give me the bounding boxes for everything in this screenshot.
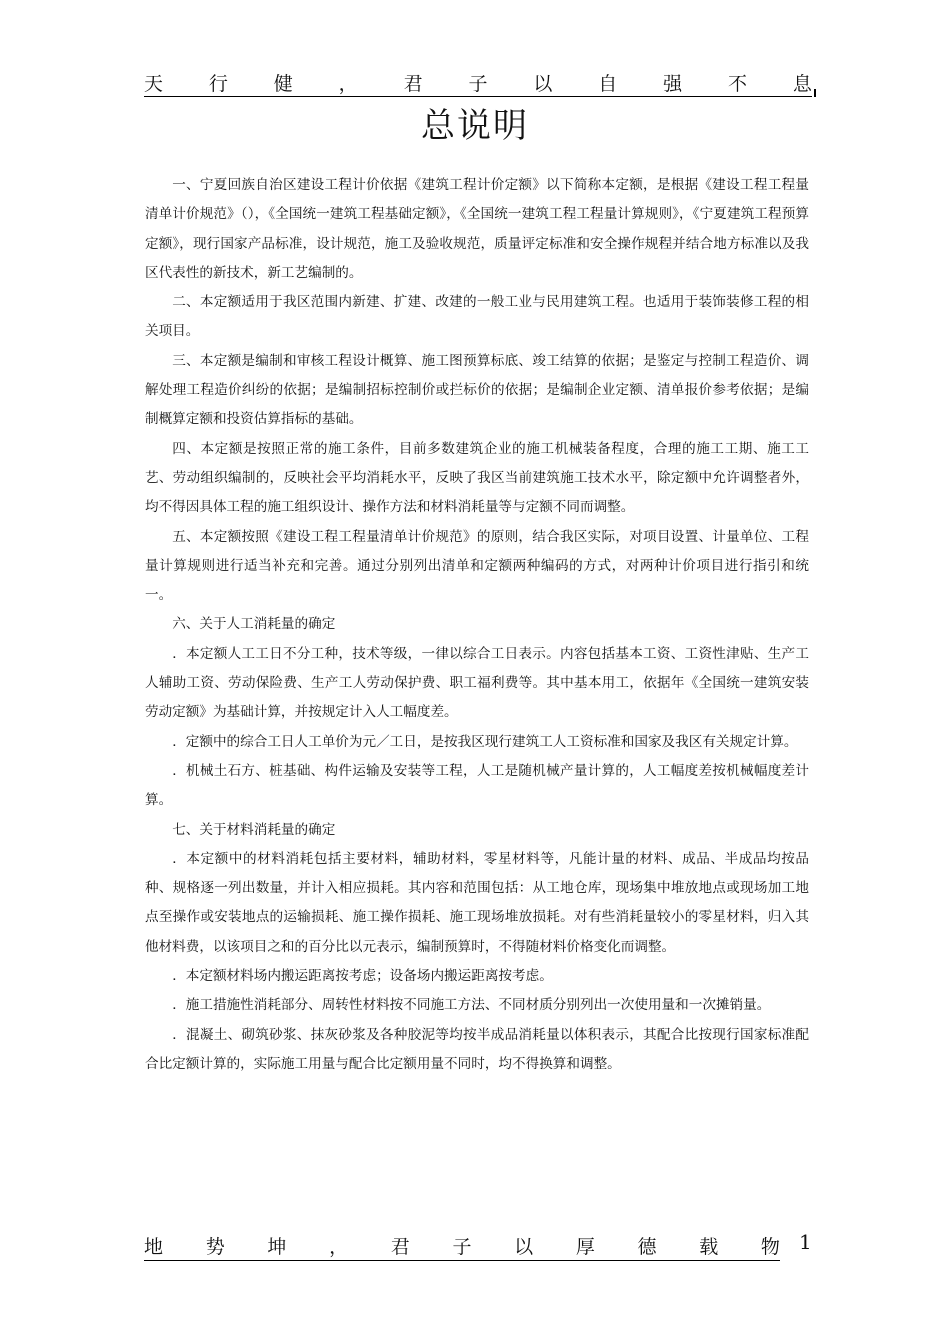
paragraph: 五、本定额按照《建设工程工程量清单计价规范》的原则，结合我区实际，对项目设置、计量单位、工程量计算规则进行适当补充和完善。通过分别列出清单和定额两种编码的方式，对两种计价项目进行指引和统一。 — [145, 528, 809, 604]
paragraph: 二、本定额适用于我区范围内新建、扩建、改建的一般工业与民用建筑工程。也适用于装饰装修工程的相关项目。 — [145, 294, 809, 340]
page-header — [144, 68, 812, 97]
section-heading: 七、关于材料消耗量的确定 — [172, 821, 336, 838]
paragraph: ．定额中的综合工日人工单价为元／工日，是按我区现行建筑工人工资标准和国家及我区有关规定计算。 — [172, 733, 798, 750]
header-char: 自 — [598, 72, 618, 95]
header-char: 强 — [663, 72, 683, 95]
page-footer — [144, 1230, 780, 1261]
header-char: 不 — [728, 72, 748, 95]
paragraph: ．本定额人工工日不分工种，技术等级，一律以综合工日表示。内容包括基本工资、工资性津贴、生产工人辅助工资、劳动保险费、生产工人劳动保护费、职工福利费等。其中基本用工，依据年《全国统一建筑安装劳动定额》为基础计算，并按规定计入人工幅度差。 — [145, 645, 809, 721]
header-char: 健 — [273, 72, 293, 95]
header-char: 天 — [144, 72, 164, 95]
paragraph: 一、宁夏回族自治区建设工程计价依据《建筑工程计价定额》以下简称本定额，是根据《建设工程工程量清单计价规范》（），《全国统一建筑工程基础定额》，《全国统一建筑工程工程量计算规则》，《宁夏建筑工程预算定额》，现行国家产品标准，设计规范，施工及验收规范，质量评定标准和安全操作规程并结合地方标准以及我区代表性的新技术，新工艺编制的。 — [145, 177, 809, 281]
document-body — [145, 171, 809, 1079]
header-rule-tick — [814, 89, 816, 97]
footer-char: 势 — [205, 1235, 225, 1258]
paragraph: 三、本定额是编制和审核工程设计概算、施工图预算标底、竣工结算的依据；是鉴定与控制工程造价、调解处理工程造价纠纷的依据；是编制招标控制价或拦标价的依据；是编制企业定额、清单报价参考依据；是编制概算定额和投资估算指标的基础。 — [145, 352, 809, 428]
footer-char: 君 — [390, 1235, 410, 1258]
page-title: 总说明 — [421, 106, 529, 146]
paragraph: ．本定额材料场内搬运距离按考虑；设备场内搬运距离按考虑。 — [172, 968, 553, 985]
header-char: 子 — [468, 72, 488, 95]
page-number: 1 — [799, 1230, 812, 1254]
section-heading: 六、关于人工消耗量的确定 — [172, 616, 336, 633]
paragraph: ．混凝土、砌筑砂浆、抹灰砂浆及各种胶泥等均按半成品消耗量以体积表示，其配合比按现行国家标准配合比定额计算的，实际施工用量与配合比定额用量不同时，均不得换算和调整。 — [145, 1026, 809, 1072]
header-char: 以 — [533, 72, 553, 95]
footer-char: ， — [329, 1235, 349, 1258]
footer-char: 坤 — [267, 1235, 287, 1258]
footer-char: 以 — [514, 1235, 534, 1258]
header-char: ， — [338, 72, 358, 95]
paragraph: 四、本定额是按照正常的施工条件，目前多数建筑企业的施工机械装备程度，合理的施工工期、施工工艺、劳动组织编制的，反映社会平均消耗水平，反映了我区当前建筑施工技术水平，除定额中允许调整者外，均不得因具体工程的施工组织设计、操作方法和材料消耗量等与定额不同而调整。 — [145, 440, 809, 516]
paragraph: ．机械土石方、桩基础、构件运输及安装等工程，人工是随机械产量计算的，人工幅度差按机械幅度差计算。 — [145, 762, 809, 809]
footer-char: 德 — [637, 1235, 657, 1258]
footer-char: 子 — [452, 1235, 472, 1258]
footer-char: 物 — [760, 1235, 780, 1258]
footer-char: 厚 — [575, 1235, 595, 1258]
header-char: 行 — [208, 72, 228, 95]
header-char: 君 — [403, 72, 423, 95]
header-char: 息 — [792, 72, 812, 95]
footer-char: 载 — [699, 1235, 719, 1258]
paragraph: ．本定额中的材料消耗包括主要材料，辅助材料，零星材料等，凡能计量的材料、成品、半成品均按品种、规格逐一列出数量，并计入相应损耗。其内容和范围包括：从工地仓库，现场集中堆放地点或现场加工地点至操作或安装地点的运输损耗、施工操作损耗、施工现场堆放损耗。对有些消耗量较小的零星材料，归入其他材料费，以该项目之和的百分比以元表示，编制预算时，不得随材料价格变化而调整。 — [145, 850, 809, 955]
footer-char: 地 — [144, 1235, 164, 1258]
paragraph: ．施工措施性消耗部分、周转性材料按不同施工方法、不同材质分别列出一次使用量和一次摊销量。 — [172, 997, 771, 1014]
